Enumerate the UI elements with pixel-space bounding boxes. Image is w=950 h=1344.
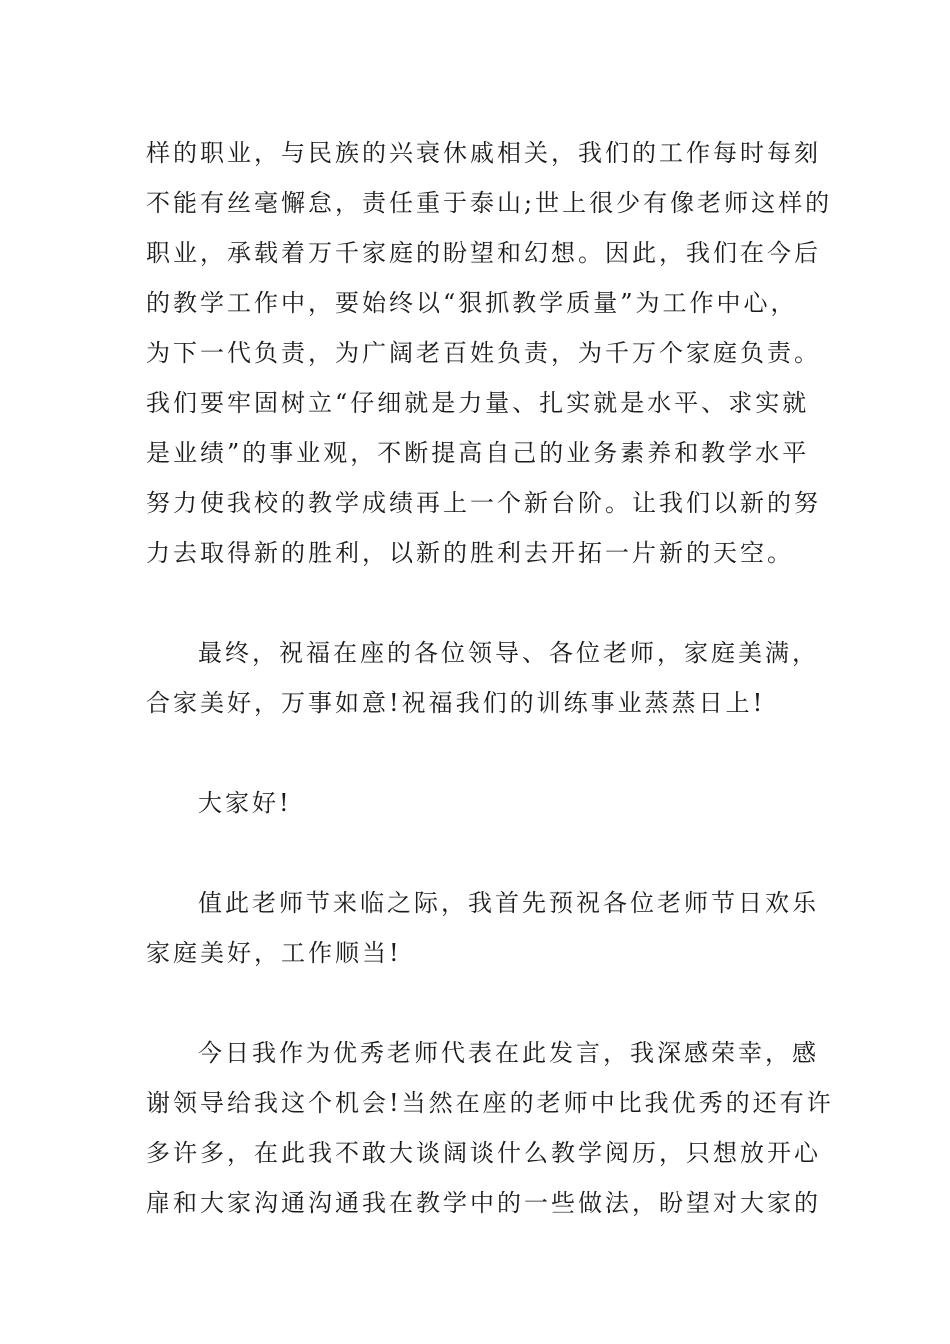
text-line: 值此老师节来临之际，我首先预祝各位老师节日欢乐 [198, 889, 819, 917]
text-line: 家庭美好，工作顺当! [146, 939, 402, 967]
paragraph-gap [146, 578, 806, 628]
paragraph-gap [146, 978, 806, 1028]
text-line: 我们要牢固树立“仔细就是力量、扎实就是水平、求实就 [146, 389, 810, 417]
document-page [146, 128, 834, 1228]
text-line: 不能有丝毫懈怠，责任重于泰山;世上很少有像老师这样的 [146, 189, 833, 217]
text-line: 谢领导给我这个机会!当然在座的老师中比我优秀的还有许 [146, 1089, 834, 1117]
text-line: 是业绩”的事业观，不断提高自己的业务素养和教学水平 [146, 439, 810, 467]
text-line: 努力使我校的教学成绩再上一个新台阶。让我们以新的努 [146, 489, 821, 517]
paragraph-2 [146, 628, 819, 728]
paragraph-3 [146, 778, 806, 828]
paragraph-gap [146, 828, 806, 878]
text-line: 的教学工作中，要始终以“狠抓教学质量”为工作中心， [146, 289, 798, 317]
text-line: 为下一代负责，为广阔老百姓负责，为千万个家庭负责。 [146, 339, 821, 367]
paragraph-4 [146, 878, 819, 978]
paragraph-1 [146, 128, 833, 578]
paragraph-5 [146, 1028, 834, 1228]
text-line: 力去取得新的胜利，以新的胜利去开拓一片新的天空。 [146, 539, 794, 567]
paragraph-gap [146, 728, 806, 778]
text-line: 扉和大家沟通沟通我在教学中的一些做法，盼望对大家的 [146, 1189, 821, 1217]
text-line: 合家美好，万事如意!祝福我们的训练事业蒸蒸日上! [146, 689, 766, 717]
text-line: 样的职业，与民族的兴衰休戚相关，我们的工作每时每刻 [146, 139, 821, 167]
text-line: 今日我作为优秀老师代表在此发言，我深感荣幸，感 [198, 1039, 819, 1067]
text-line: 最终，祝福在座的各位领导、各位老师，家庭美满， [198, 639, 819, 667]
text-line: 多许多，在此我不敢大谈阔谈什么教学阅历，只想放开心 [146, 1139, 821, 1167]
text-line: 大家好! [198, 789, 292, 817]
text-line: 职业，承载着万千家庭的盼望和幻想。因此，我们在今后 [146, 239, 821, 267]
